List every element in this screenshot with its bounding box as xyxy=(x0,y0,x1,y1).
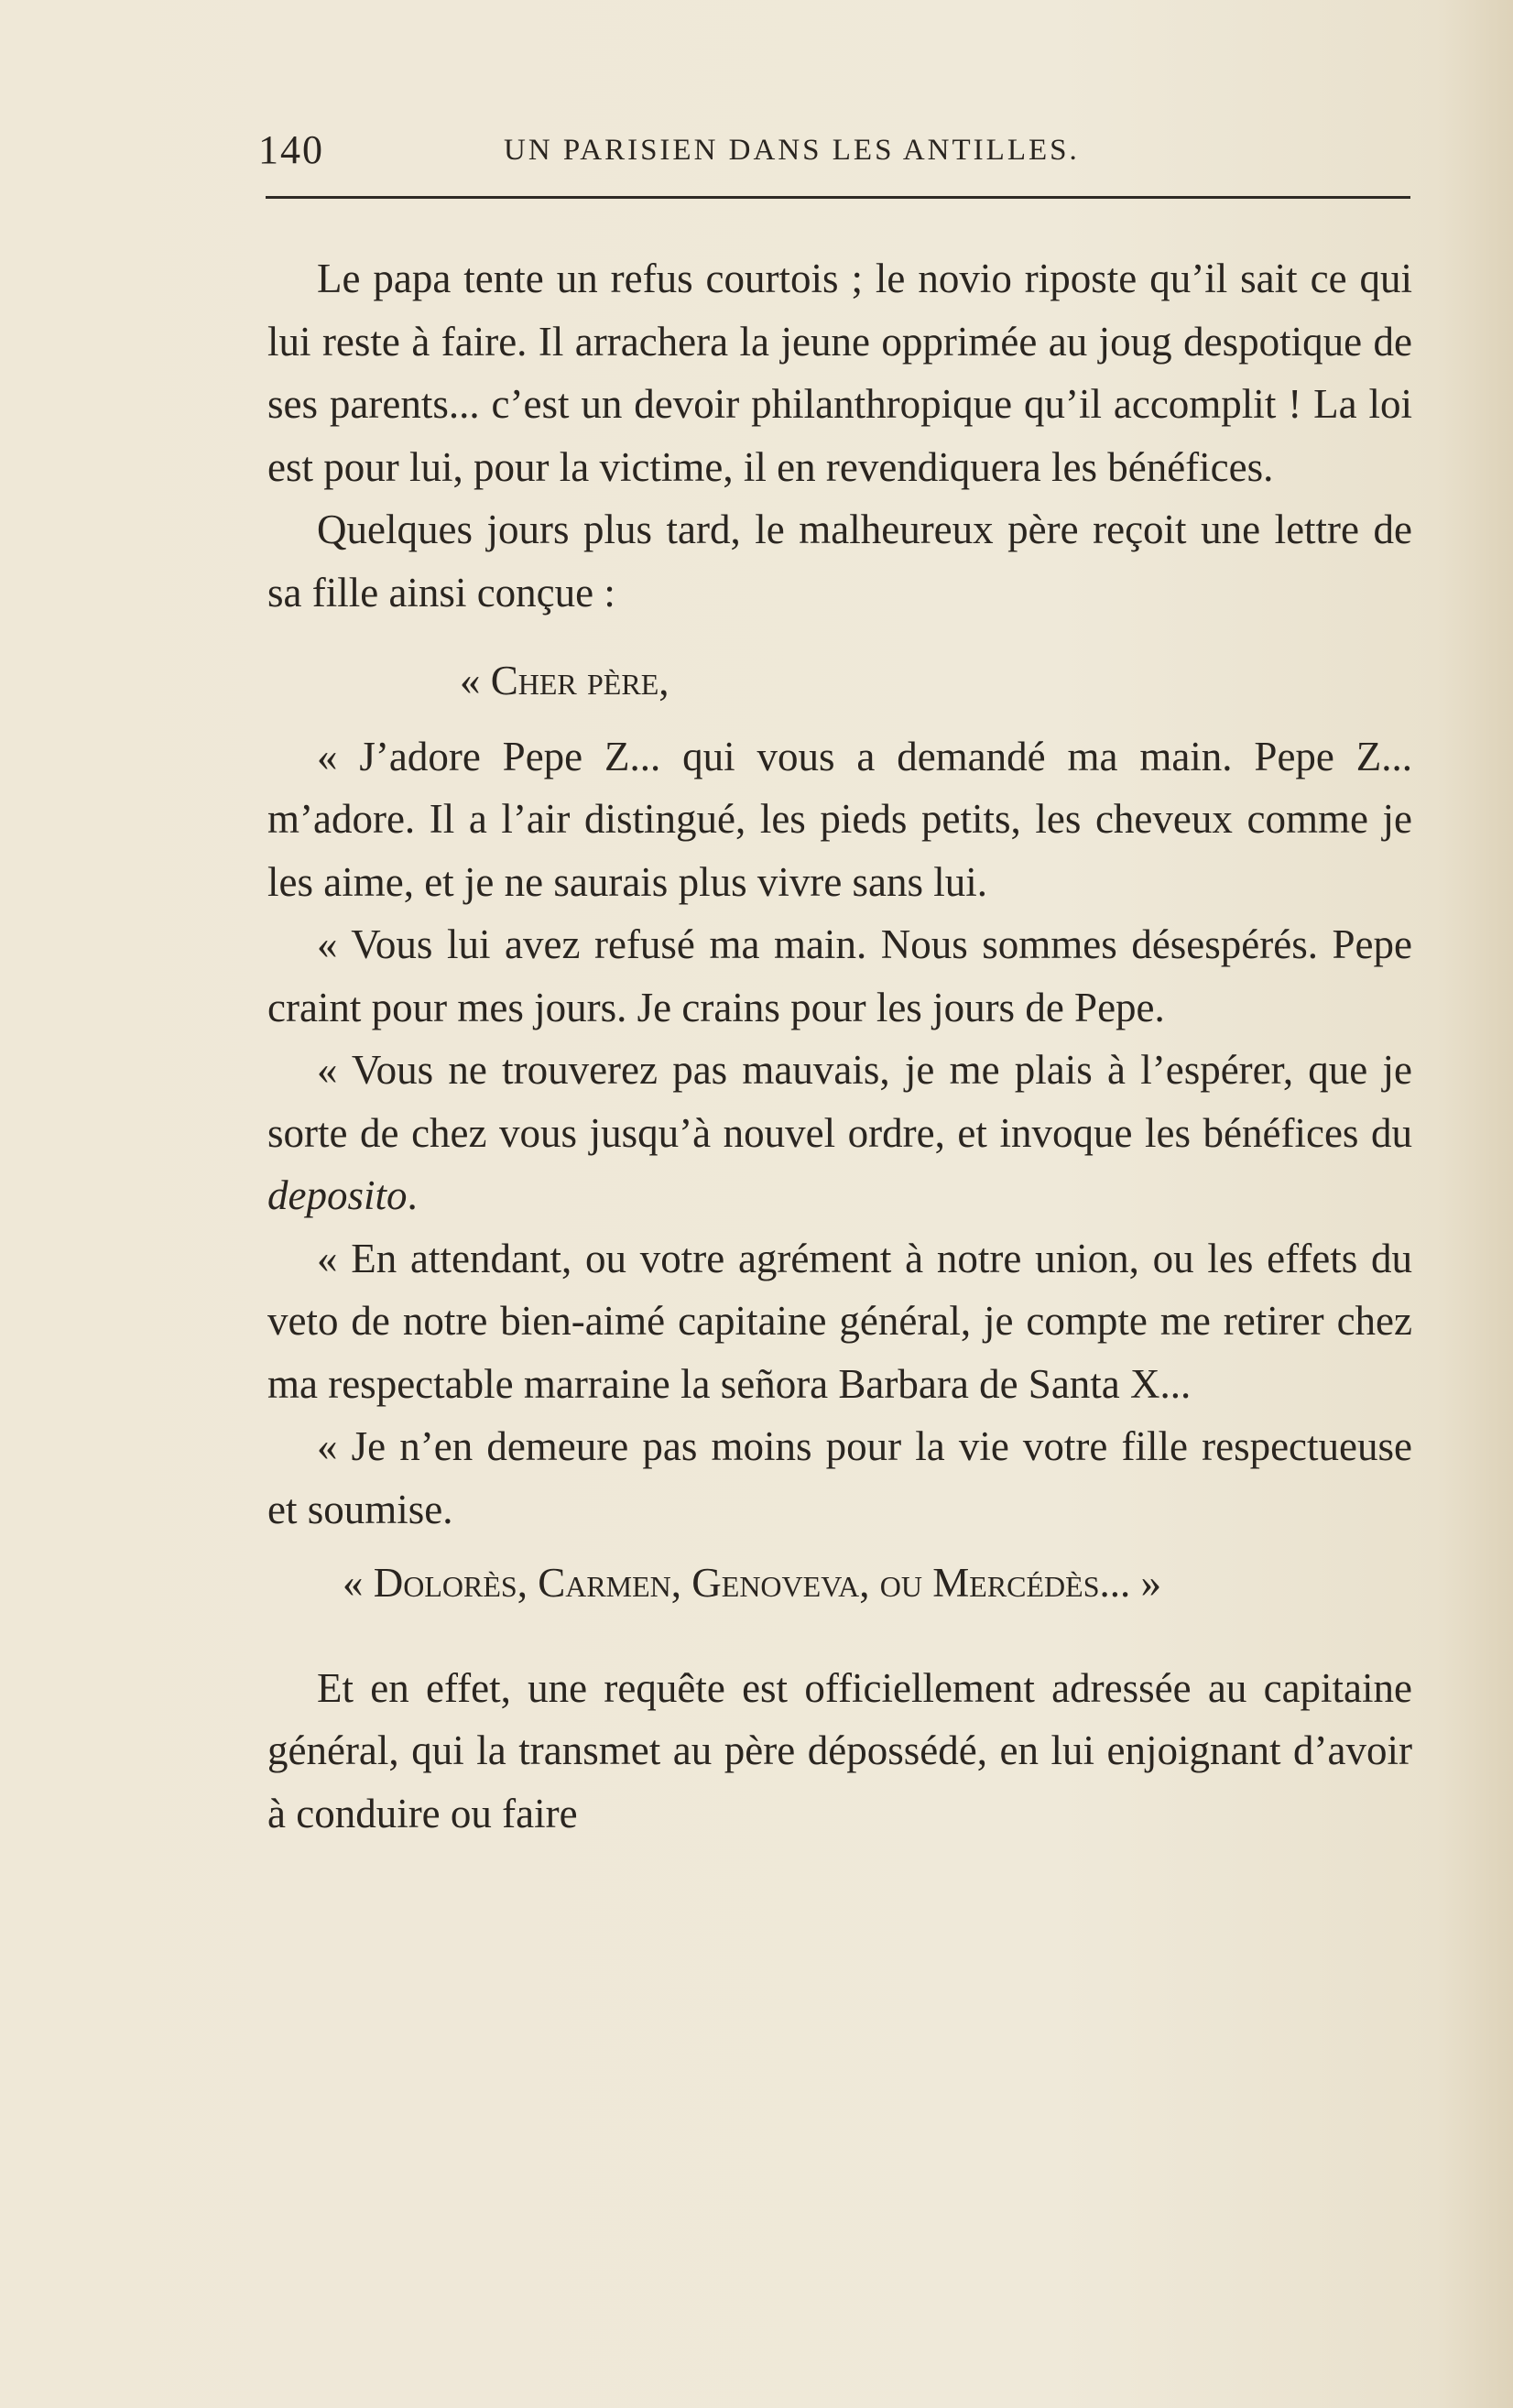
letter-paragraph-4: « En attendant, ou votre agrément à notre union, ou les effets du veto de notre bien-aimé capitaine général, je compte me retirer chez ma respectable marraine la señora Barbara de Santa X... xyxy=(267,1235,1412,1407)
paragraph-1: Le papa tente un refus courtois ; le novio riposte qu’il sait ce qui lui reste à faire. Il arrachera la jeune opprimée au joug despotique de ses parents... c’est un devoir philanthropique qu’il accomplit ! La loi est pour lui, pour la victime, il en revendiquera les bénéfices. xyxy=(267,256,1412,490)
letter-paragraph-5: « Je n’en demeure pas moins pour la vie votre fille respectueuse et soumise. xyxy=(267,1423,1412,1532)
letter-paragraph-2: « Vous lui avez refusé ma main. Nous sommes désespérés. Pepe craint pour mes jours. Je crains pour les jours de Pepe. xyxy=(267,921,1412,1030)
letter-paragraph-1: « J’adore Pepe Z... qui vous a demandé ma main. Pepe Z... m’adore. Il a l’air distingué, les pieds petits, les cheveux comme je les aime, et je ne saurais plus vivre sans lui. xyxy=(267,733,1412,905)
page-header xyxy=(258,126,1414,181)
page-number: 140 xyxy=(258,127,324,172)
header-rule xyxy=(266,196,1410,199)
letter-signature: « Dolorès, Carmen, Genoveva, ou Mercédès... » xyxy=(343,1560,1162,1606)
body-text xyxy=(267,247,1412,1845)
letter-paragraph-3 xyxy=(267,1039,1412,1227)
paragraph-2: Quelques jours plus tard, le malheureux père reçoit une lettre de sa fille ainsi conçue : xyxy=(267,507,1412,616)
deposito-italic: deposito xyxy=(267,1172,408,1218)
letter-salutation: « Cher père, xyxy=(460,658,669,703)
letter-paragraph-3-text: « Vous ne trouverez pas mauvais, je me plais à l’espérer, que je sorte de chez vous jusqu’à nouvel ordre, et invoque les bénéfices du xyxy=(267,1047,1412,1156)
letter-paragraph-3-end: . xyxy=(407,1172,418,1218)
running-title: UN PARISIEN DANS LES ANTILLES. xyxy=(504,134,1080,167)
closing-paragraph: Et en effet, une requête est officiellement adressée au capitaine général, qui la transmet au père dépossédé, en lui enjoignant d’avoir à conduire ou faire xyxy=(267,1664,1412,1836)
